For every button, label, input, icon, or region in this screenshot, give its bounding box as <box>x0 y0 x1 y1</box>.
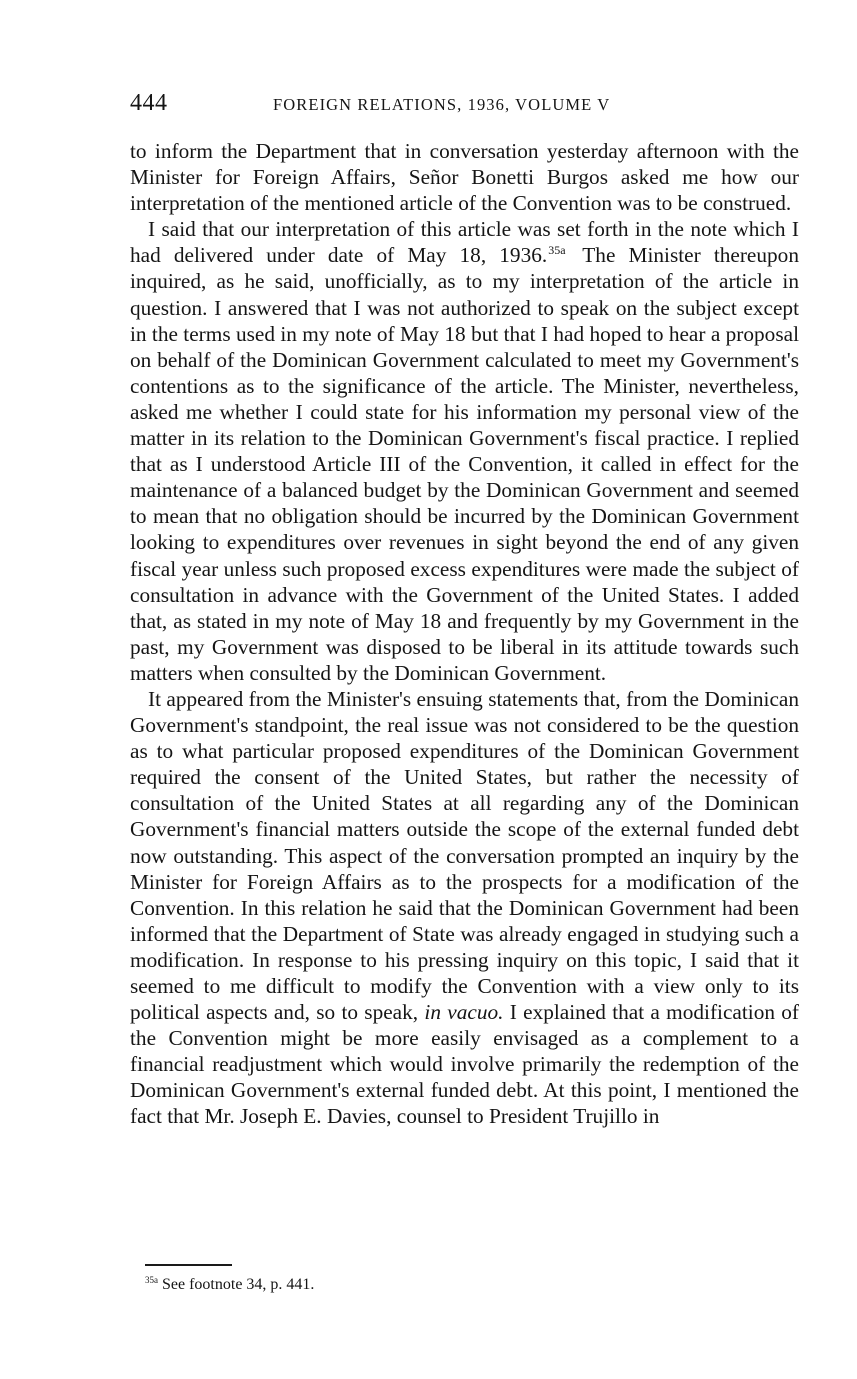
paragraph-1-text: to inform the Department that in conversation yesterday afternoon with the Minister for Foreign Affairs, Señor Bonetti Burgos asked me how our interpretation of the mentioned article of the Convention was to be construed. <box>130 139 799 216</box>
running-header <box>130 90 800 120</box>
italic-phrase: in vacuo. <box>424 1000 504 1025</box>
paragraph-continued <box>130 138 799 216</box>
footnote-divider <box>145 1264 232 1266</box>
footnote-reference[interactable]: 35a <box>548 243 566 258</box>
paragraph-2 <box>130 216 799 686</box>
paragraph-3-text-b: I explained that a modification of the Convention might be more easily envisaged as a complement to a financial readjustment which would involve primarily the redemption of the Dominican Government's external funded debt. At this point, I mentioned the fact that Mr. Joseph E. Davies, counsel to President Trujillo in <box>130 1000 800 1129</box>
paragraph-3 <box>130 686 799 1130</box>
footnote-text: See footnote 34, p. 441. <box>162 1276 315 1293</box>
paragraph-3-text-a: It appeared from the Minister's ensuing statements that, from the Dominican Government's standpoint, the real issue was not considered to be the question as to what particular proposed expenditures of the Dominican Government required the consent of the United States, but rather the necessity of consultation of the United States at all regarding any of the Dominican Government's financial matters outside the scope of the external funded debt now outstanding. This aspect of the conversation prompted an inquiry by the Minister for Foreign Affairs as to the prospects for a modification of the Convention. In this relation he said that the Dominican Government had been informed that the Department of State was already engaged in studying such a modification. In response to his pressing inquiry on this topic, I said that it seemed to me difficult to modify the Convention with a view only to its political aspects and, so to speak, <box>130 686 799 1025</box>
paragraph-2-text-a: I said that our interpretation of this article was set forth in the note which I had delivered under date of May 18, 1936. <box>130 217 799 268</box>
body-text <box>130 138 799 1130</box>
footnote-marker: 35a <box>145 1275 158 1285</box>
paragraph-2-text-b: The Minister thereupon inquired, as he said, unofficially, as to my interpretation of the article in question. I answered that I was not authorized to speak on the subject except in the terms used in my note of May 18 but that I had hoped to hear a proposal on behalf of the Dominican Government calculated to meet my Government's contentions as to the significance of the article. The Minister, nevertheless, asked me whether I could state for his information my personal view of the matter in its relation to the Dominican Government's fiscal practice. I replied that as I understood Article III of the Convention, it called in effect for the maintenance of a balanced budget by the Dominican Government and seemed to mean that no obligation should be incurred by the Dominican Government looking to expenditures over revenues in sight beyond the end of any given fiscal year unless such proposed excess expenditures were made the subject of consultation in advance with the Government of the United States. I added that, as stated in my note of May 18 and frequently by my Government in the past, my Government was disposed to be liberal in its attitude towards such matters when consulted by the Dominican Government. <box>130 243 799 685</box>
running-title: FOREIGN RELATIONS, 1936, VOLUME V <box>273 95 611 114</box>
page-number: 444 <box>130 90 168 116</box>
footnote <box>145 1275 314 1295</box>
